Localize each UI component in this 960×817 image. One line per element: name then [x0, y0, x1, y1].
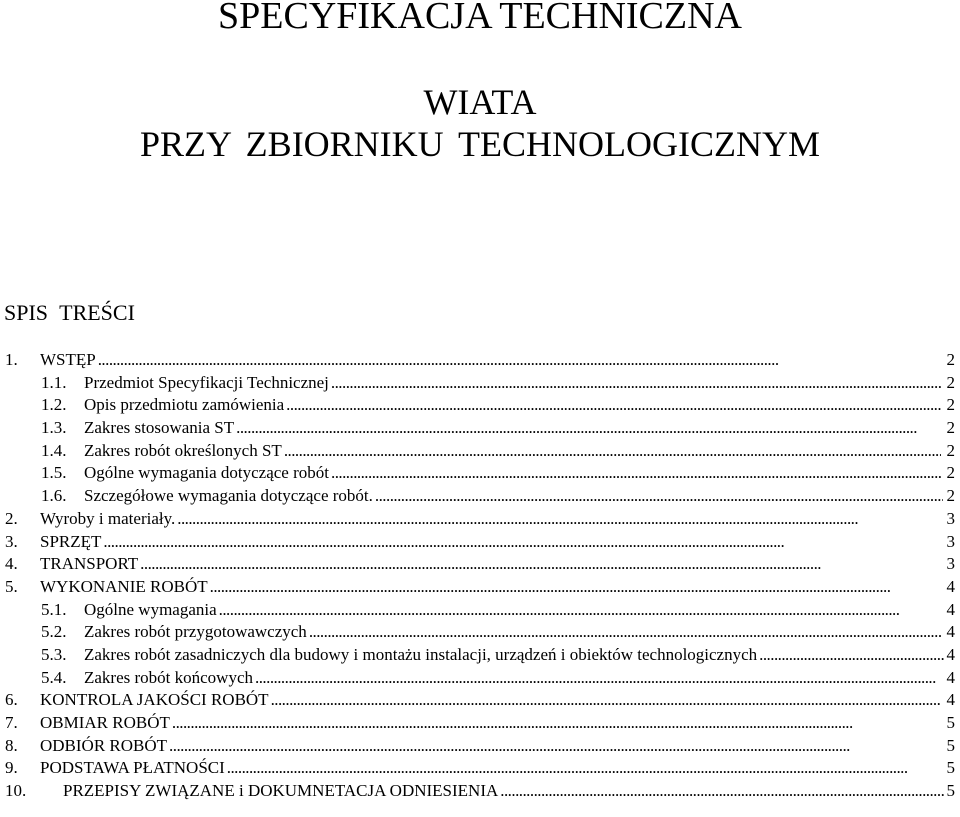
toc-heading: SPIS TREŚCI: [4, 300, 135, 325]
toc-entry[interactable]: [0, 508, 960, 531]
toc-entry-number: 7.: [5, 713, 18, 732]
toc-dot-leader: [271, 689, 942, 712]
toc-dot-leader: [309, 621, 942, 644]
toc-entry-number: 1.6.: [41, 486, 67, 506]
toc-dot-leader: [236, 417, 941, 440]
toc-dot-leader: [103, 531, 941, 554]
toc-entry-title[interactable]: Zakres robót określonych ST: [84, 440, 282, 460]
toc-entry-page: 3: [946, 508, 955, 528]
toc-entry[interactable]: [0, 576, 960, 599]
toc-entry-page: 5: [946, 758, 955, 778]
toc-entry-page: 4: [946, 644, 955, 664]
toc-dot-leader: [177, 508, 941, 531]
toc-entry-title[interactable]: Wyroby i materiały.: [40, 508, 176, 528]
toc-entry-number: 1.2.: [41, 395, 67, 415]
toc-entry-title[interactable]: Zakres stosowania ST: [84, 418, 235, 438]
toc-dot-leader: [169, 735, 941, 758]
toc-dot-leader: [331, 462, 942, 485]
toc-entry[interactable]: [0, 349, 960, 372]
toc-entry-number: 4.: [5, 554, 18, 574]
toc-entry-number: 5.4.: [41, 667, 67, 687]
toc-entry-number: 1.4.: [41, 440, 67, 460]
toc-entry-title[interactable]: SPRZĘT: [40, 531, 102, 551]
toc-entry[interactable]: [0, 644, 960, 667]
toc-entry-title[interactable]: Zakres robót końcowych: [84, 667, 254, 687]
toc-entry-page: 2: [946, 486, 955, 506]
toc-entry-page: 5: [946, 781, 955, 801]
toc-dot-leader: [286, 394, 941, 417]
toc-entry[interactable]: [0, 689, 960, 712]
toc-entry-page: 4: [946, 667, 955, 687]
toc-entry-number: 1.: [5, 350, 18, 369]
toc-entry[interactable]: [0, 757, 960, 780]
toc-entry-number: 1.1.: [41, 372, 67, 392]
toc-dot-leader: [219, 599, 941, 622]
toc-entry[interactable]: [0, 599, 960, 622]
toc-dot-leader: [375, 485, 943, 508]
toc-dot-leader: [98, 349, 941, 372]
toc-entry-number: 5.: [5, 576, 18, 596]
toc-entry-page: 4: [946, 576, 955, 596]
toc-entry-title[interactable]: OBMIAR ROBÓT: [40, 713, 170, 732]
toc-entry-number: 5.3.: [41, 644, 67, 664]
toc-entry-title[interactable]: Opis przedmiotu zamówienia: [84, 395, 285, 415]
toc-entry-number: 1.5.: [41, 463, 67, 483]
toc-entry-page: 2: [946, 350, 955, 369]
toc-dot-leader: [331, 372, 942, 395]
toc-entry[interactable]: [0, 462, 960, 485]
toc-entry-page: 2: [946, 440, 955, 460]
toc-entry-number: 8.: [5, 735, 18, 755]
toc-entry-title[interactable]: KONTROLA JAKOŚCI ROBÓT: [40, 690, 269, 710]
toc-entry-title[interactable]: WYKONANIE ROBÓT: [40, 576, 208, 596]
toc-entry-title[interactable]: Szczegółowe wymagania dotyczące robót.: [84, 486, 373, 506]
toc-entry-title[interactable]: TRANSPORT: [40, 554, 139, 574]
toc-dot-leader: [210, 576, 941, 599]
toc-entry[interactable]: [0, 621, 960, 644]
toc-dot-leader: [172, 712, 941, 735]
toc-entry-title[interactable]: Zakres robót zasadniczych dla budowy i montażu instalacji, urządzeń i obiektów technologicznych: [84, 644, 758, 664]
toc-entry-title[interactable]: PODSTAWA PŁATNOŚCI: [40, 758, 225, 778]
toc-entry-title[interactable]: ODBIÓR ROBÓT: [40, 735, 168, 755]
toc-entry-number: 1.3.: [41, 418, 67, 438]
toc-dot-leader: [227, 757, 941, 780]
toc-entry-page: 4: [946, 622, 955, 642]
toc-entry-number: 10.: [5, 781, 27, 801]
toc-entry-page: 2: [946, 372, 955, 392]
toc-entry[interactable]: [0, 485, 960, 508]
toc-entry-title[interactable]: PRZEPISY ZWIĄZANE i DOKUMNETACJA ODNIESIENIA: [63, 781, 499, 801]
toc-entry-page: 2: [946, 418, 955, 438]
toc-entry-title[interactable]: Ogólne wymagania: [84, 599, 217, 619]
toc-entry-number: 6.: [5, 690, 18, 710]
toc-entry[interactable]: [0, 780, 960, 803]
toc-entry[interactable]: [0, 440, 960, 463]
toc-entry-title[interactable]: Zakres robót przygotowawczych: [84, 622, 307, 642]
toc-entry[interactable]: [0, 735, 960, 758]
toc-entry[interactable]: [0, 531, 960, 554]
toc-entry-number: 3.: [5, 531, 18, 551]
toc-dot-leader: [140, 553, 941, 576]
toc-entry-number: 5.1.: [41, 599, 67, 619]
toc-entry-page: 5: [946, 713, 955, 732]
toc-dot-leader: [759, 644, 944, 667]
toc-entry-number: 9.: [5, 758, 18, 778]
toc-entry-number: 2.: [5, 508, 18, 528]
toc-entry-title[interactable]: Ogólne wymagania dotyczące robót: [84, 463, 329, 483]
toc-entry[interactable]: [0, 394, 960, 417]
toc-entry-page: 5: [946, 735, 955, 755]
toc-entry-page: 4: [946, 599, 955, 619]
document-subtitle-line-2: PRZY ZBIORNIKU TECHNOLOGICZNYM: [140, 124, 820, 164]
toc-dot-leader: [284, 440, 942, 463]
toc-entry[interactable]: [0, 712, 960, 735]
toc-entry-page: 4: [946, 690, 955, 710]
toc-entry[interactable]: [0, 417, 960, 440]
toc-entry-page: 2: [946, 395, 955, 415]
toc-entry[interactable]: [0, 667, 960, 690]
toc-dot-leader: [255, 667, 941, 690]
toc-entry[interactable]: [0, 372, 960, 395]
document-subtitle-line-1: WIATA: [423, 82, 537, 122]
toc-dot-leader: [500, 780, 944, 803]
toc-entry-title[interactable]: Przedmiot Specyfikacji Technicznej: [84, 372, 329, 392]
toc-entry-page: 2: [946, 463, 955, 483]
table-of-contents: [0, 349, 960, 803]
toc-entry-number: 5.2.: [41, 622, 67, 642]
toc-entry[interactable]: [0, 553, 960, 576]
document-title: SPECYFIKACJA TECHNICZNA: [218, 0, 742, 37]
toc-entry-page: 3: [946, 554, 955, 574]
toc-entry-page: 3: [946, 531, 955, 551]
toc-entry-title[interactable]: WSTĘP: [40, 350, 96, 369]
